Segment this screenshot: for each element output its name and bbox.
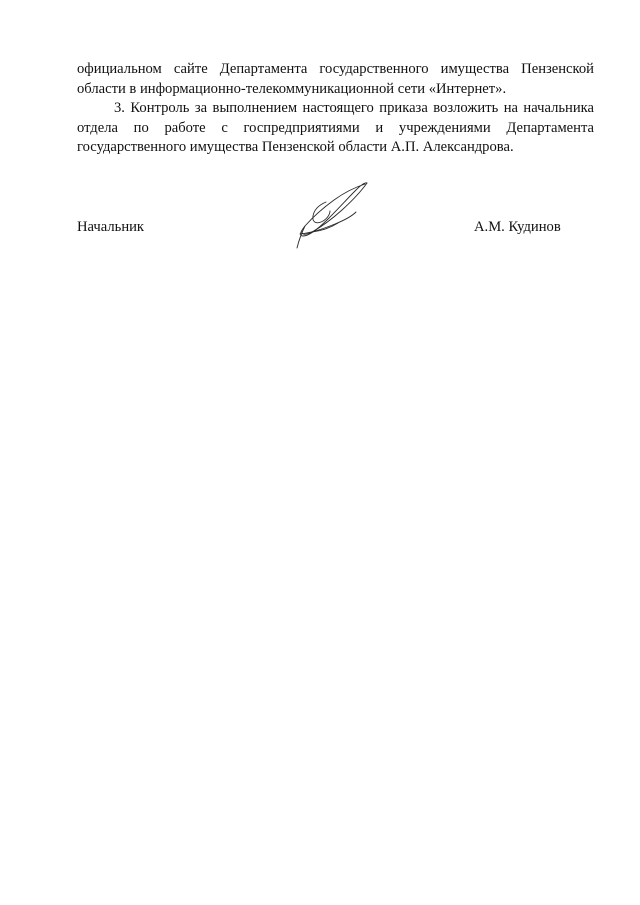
paragraph-continuation: официальном сайте Департамента государственного имущества Пензенской области в информационно-телекоммуникационной сети «Интернет». — [77, 61, 594, 97]
signatory-name: А.М. Кудинов — [474, 219, 561, 235]
handwritten-signature-icon — [290, 178, 372, 252]
paragraph-item-3: 3. Контроль за выполнением настоящего приказа возложить на начальника отдела по работе с госпредприятиями и учреждениями Департамента государственного имущества Пензенской области А.П. Александрова. — [77, 100, 594, 156]
signatory-title: Начальник — [77, 219, 145, 235]
document-body — [77, 60, 594, 158]
signature-block — [77, 218, 594, 238]
